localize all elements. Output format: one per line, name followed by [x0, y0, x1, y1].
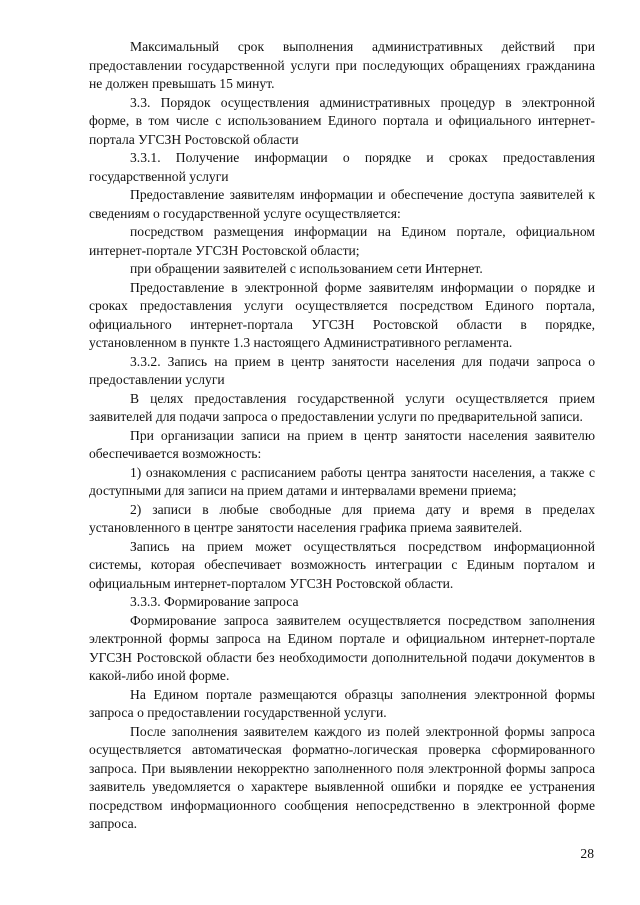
list-item-1: 1) ознакомления с расписанием работы центра занятости населения, а также с доступными для записи на прием датами и интервалами времени приема; [89, 464, 595, 498]
heading-3-3-1: 3.3.1. Получение информации о порядке и сроках предоставления государственной услуги [89, 150, 595, 184]
paragraph-info-access: Предоставление заявителям информации и обеспечение доступа заявителей к сведениям о государственной услуге осуществляется: [89, 187, 595, 221]
paragraph-samples: На Едином портале размещаются образцы заполнения электронной формы запроса о предоставлении государственной услуги. [89, 686, 595, 720]
paragraph-electronic-info: Предоставление в электронной форме заявителям информации о порядке и сроках предоставления услуги осуществляется посредством Единого портала, официального интернет-портала УГСЗН Ростовской области в порядке, установленном в пункте 1.3 настоящего Административного регламента. [89, 279, 595, 350]
paragraph-validation: После заполнения заявителем каждого из полей электронной формы запроса осуществляется автоматическая форматно-логическая проверка сформированного запроса. При выявлении некорректно заполненного поля электронной формы запроса заявитель уведомляется о характере выявленной ошибки и порядке ее устранения посредством информационного сообщения непосредственно в электронной форме запроса. [89, 723, 595, 831]
list-item-2: 2) записи в любые свободные для приема дату и время в пределах установленного в центре занятости населения графика приема заявителей. [89, 501, 595, 535]
paragraph-reception: В целях предоставления государственной услуги осуществляется прием заявителей для подачи запроса о предоставлении услуги по предварительной записи. [89, 390, 595, 424]
heading-3-3-2: 3.3.2. Запись на прием в центр занятости населения для подачи запроса о предоставлении услуги [89, 353, 595, 387]
paragraph-portal-placement: посредством размещения информации на Едином портале, официальном интернет-портале УГСЗН Ростовской области; [89, 224, 595, 258]
paragraph-internet: при обращении заявителей с использованием сети Интернет. [130, 261, 483, 276]
heading-3-3-3: 3.3.3. Формирование запроса [130, 594, 299, 609]
paragraph-form-request: Формирование запроса заявителем осуществляется посредством заполнения электронной формы запроса на Едином портале и официальном интернет-портале УГСЗН Ростовской области без необходимости дополнительной подачи документов в какой-либо иной форме. [89, 612, 595, 683]
paragraph-info-system: Запись на прием может осуществляться посредством информационной системы, которая обеспечивает возможность интеграции с Единым порталом и официальным интернет-порталом УГСЗН Ростовской области. [89, 538, 595, 591]
paragraph-booking-options: При организации записи на прием в центр занятости населения заявителю обеспечивается возможность: [89, 427, 595, 461]
page-number: 28 [580, 846, 594, 861]
paragraph-max-time: Максимальный срок выполнения административных действий при предоставлении государственной услуги при последующих обращениях гражданина не должен превышать 15 минут. [89, 39, 595, 91]
document-body [89, 38, 595, 834]
heading-3-3: 3.3. Порядок осуществления административных процедур в электронной форме, в том числе с использованием Единого портала и официального интернет-портала УГСЗН Ростовской области [89, 94, 595, 147]
